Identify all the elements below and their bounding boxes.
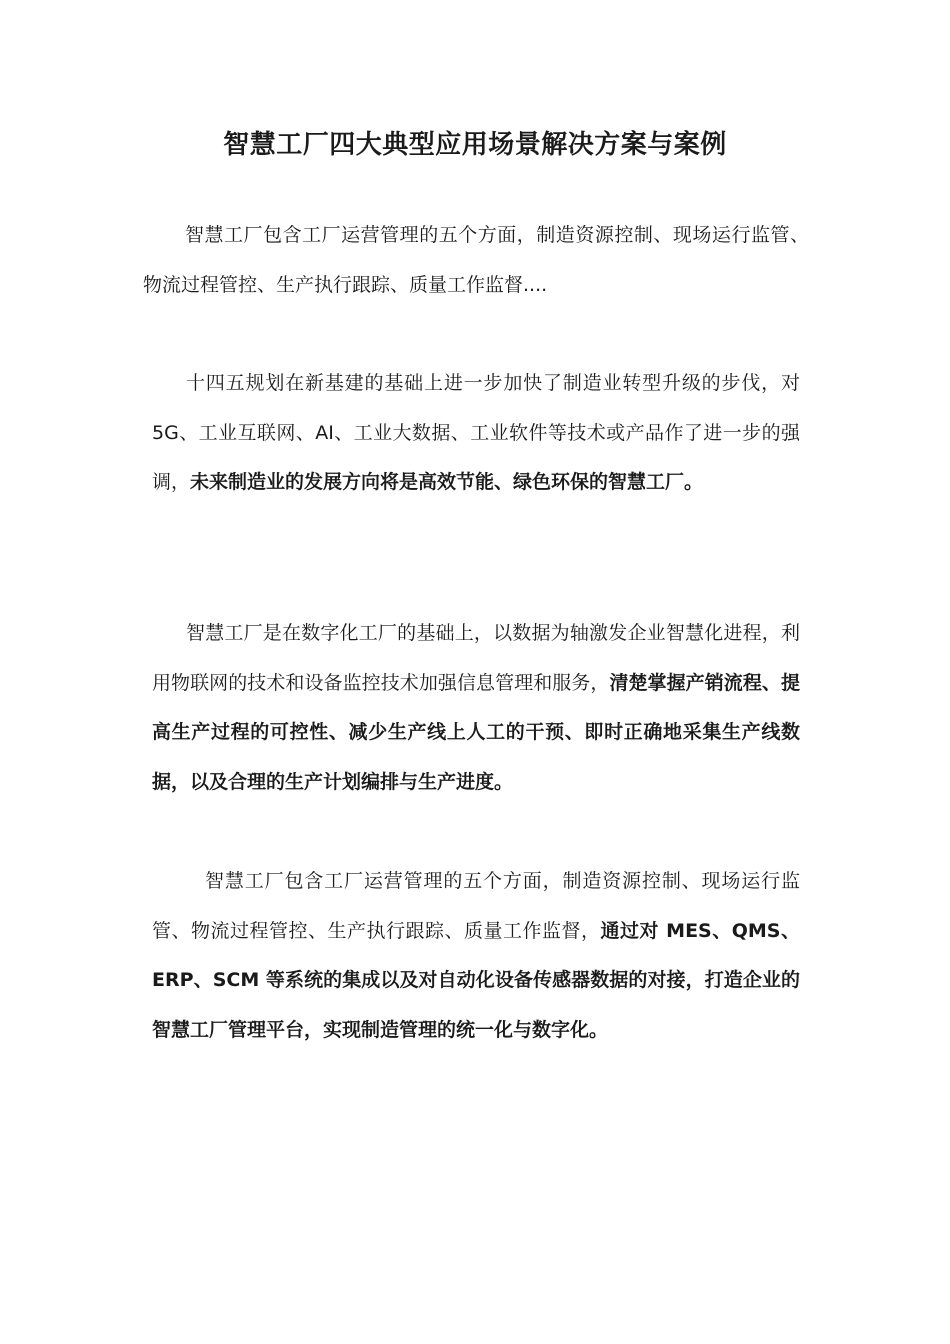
paragraph-2-text: 十四五规划在新基建的基础上进一步加快了制造业转型升级的步伐，对 5G、工业互联网、AI、工业大数据、工业软件等技术或产品作了进一步的强调，: [152, 372, 800, 493]
paragraph-4: [152, 857, 800, 1055]
paragraph-2: [152, 359, 800, 508]
paragraph-1: [143, 211, 809, 310]
paragraph-4-text: 智慧工厂包含工厂运营管理的五个方面，制造资源控制、现场运行监管、物流过程管控、生产执行跟踪、质量工作监督，: [152, 870, 800, 942]
paragraph-3-text: 智慧工厂是在数字化工厂的基础上，以数据为轴激发企业智慧化进程，利用物联网的技术和设备监控技术加强信息管理和服务，: [152, 622, 800, 694]
paragraph-4-bold-text: 通过对 MES、QMS、ERP、SCM 等系统的集成以及对自动化设备传感器数据的对接，打造企业的智慧工厂管理平台，实现制造管理的统一化与数字化。: [152, 919, 800, 1041]
document-title: 智慧工厂四大典型应用场景解决方案与案例: [223, 130, 727, 161]
paragraph-3: [152, 609, 800, 807]
paragraph-3-bold-text: 清楚掌握产销流程、提高生产过程的可控性、减少生产线上人工的干预、即时正确地采集生产线数据，以及合理的生产计划编排与生产进度。: [152, 671, 800, 793]
paragraph-1-text: 智慧工厂包含工厂运营管理的五个方面，制造资源控制、现场运行监管、物流过程管控、生产执行跟踪、质量工作监督....: [143, 224, 809, 296]
paragraph-2-bold-text: 未来制造业的发展方向将是高效节能、绿色环保的智慧工厂。: [190, 471, 704, 493]
